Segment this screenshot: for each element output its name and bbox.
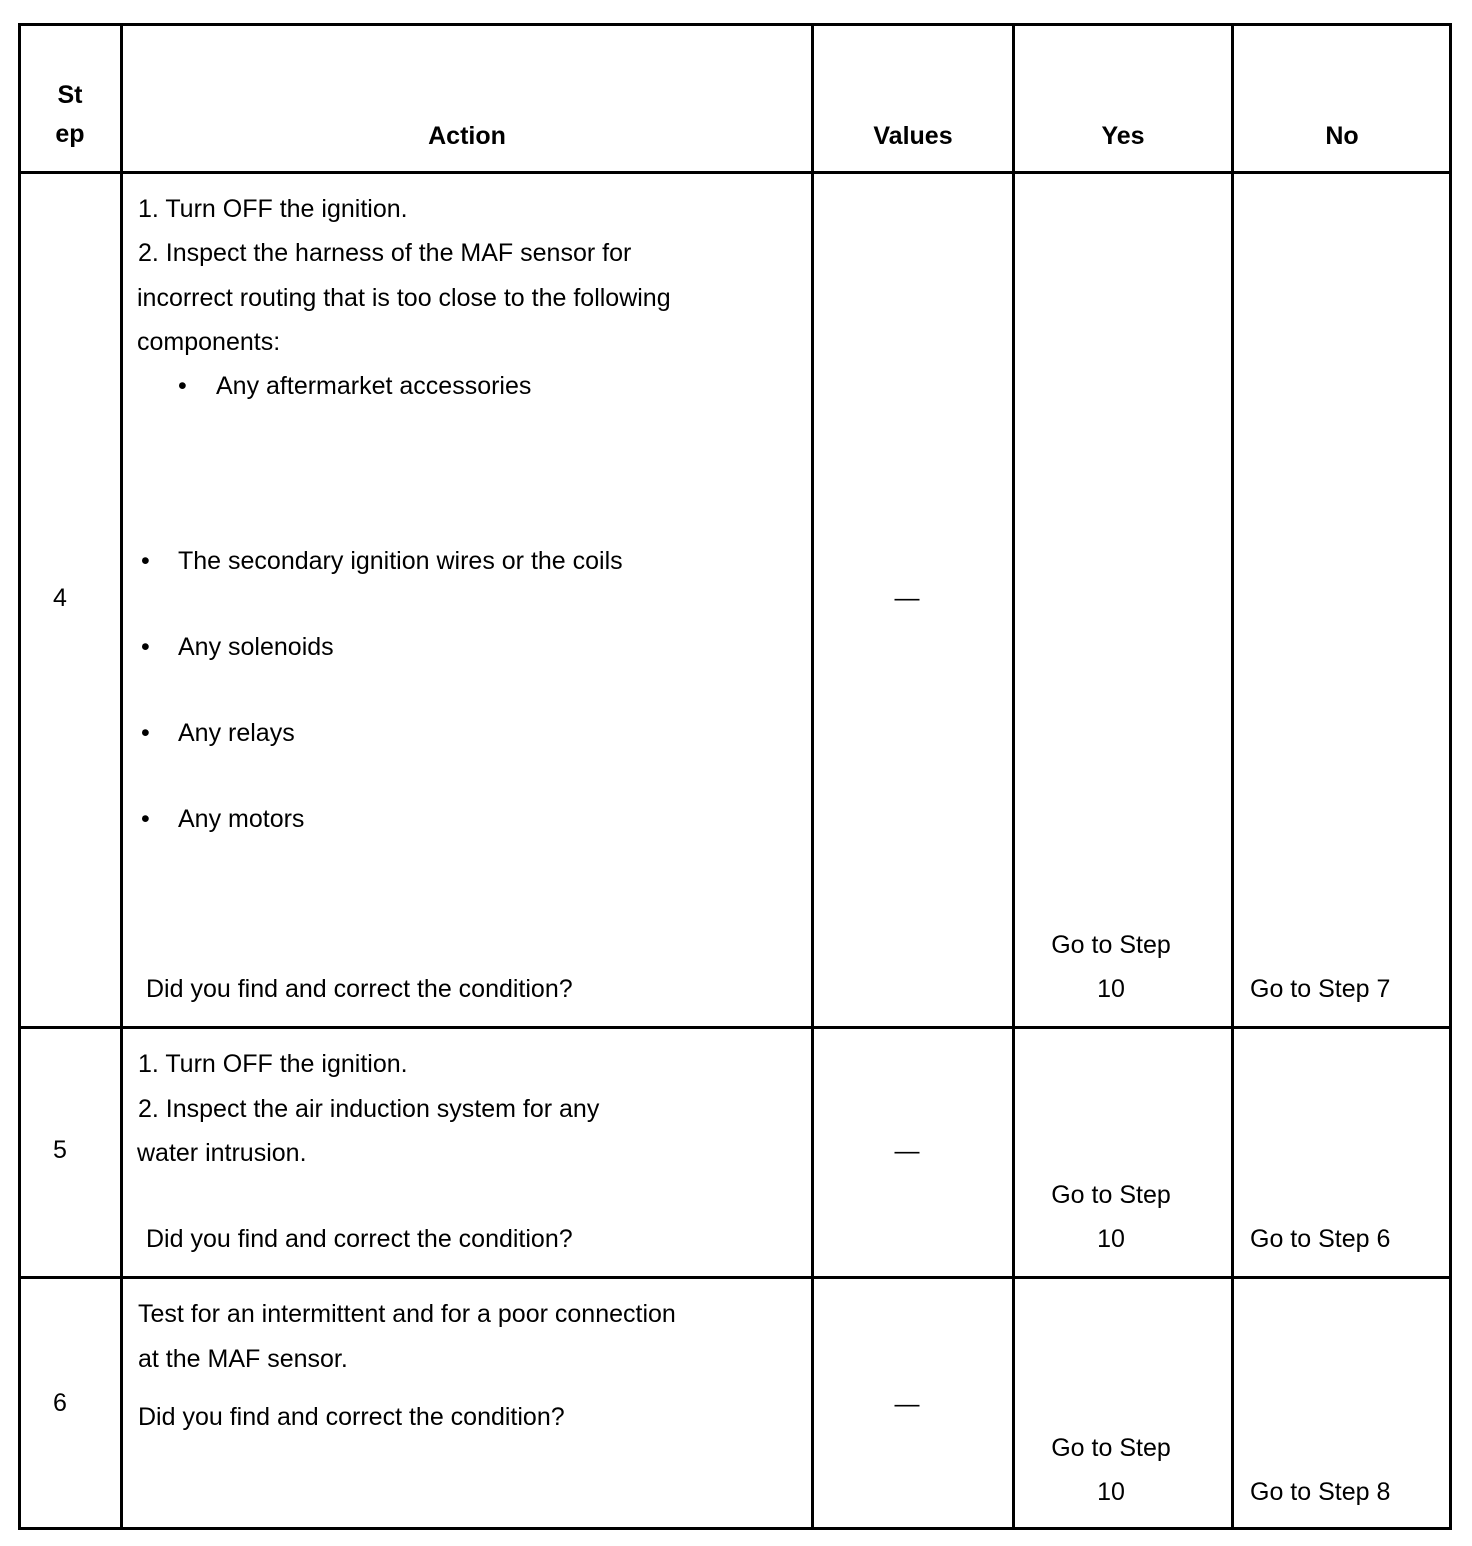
row-5-yes-line2: 10	[1097, 1225, 1125, 1253]
row-4-no: Go to Step 7	[1250, 975, 1391, 1003]
row-5-action-item2-line2: water intrusion.	[137, 1139, 307, 1167]
header-step-line2: ep	[55, 120, 85, 148]
row-6-step: 6	[53, 1389, 67, 1417]
row-4-action-item2-line1: 2. Inspect the harness of the MAF sensor for	[138, 239, 632, 267]
row-4-question: Did you find and correct the condition?	[146, 975, 573, 1003]
row-4-bullet-2: The secondary ignition wires or the coils	[178, 547, 623, 575]
row-6-yes-line2: 10	[1097, 1478, 1125, 1506]
row-4-action-item2-line3: components:	[137, 328, 281, 356]
column-divider	[1012, 26, 1015, 1527]
row-6-action-line1: Test for an intermittent and for a poor connection	[138, 1300, 676, 1328]
row-5-yes-line1: Go to Step	[1051, 1181, 1171, 1209]
row-5-values: —	[894, 1137, 920, 1165]
header-step-line1: St	[57, 81, 83, 109]
row-4-values: —	[894, 584, 920, 612]
column-divider	[1231, 26, 1234, 1527]
row-4-bullet-4: Any relays	[178, 719, 295, 747]
header-yes: Yes	[1101, 122, 1145, 150]
bullet-glyph: •	[141, 633, 150, 661]
row-6-values: —	[894, 1390, 920, 1418]
row-6-no: Go to Step 8	[1250, 1478, 1391, 1506]
row-6-question: Did you find and correct the condition?	[138, 1403, 565, 1431]
header-values: Values	[873, 122, 953, 150]
header-action: Action	[428, 122, 506, 150]
row-5-question: Did you find and correct the condition?	[146, 1225, 573, 1253]
row-5-no: Go to Step 6	[1250, 1225, 1391, 1253]
row-6-yes-line1: Go to Step	[1051, 1434, 1171, 1462]
column-divider	[811, 26, 814, 1527]
column-divider	[120, 26, 123, 1527]
row-5-step: 5	[53, 1136, 67, 1164]
row-4-action-item2-line2: incorrect routing that is too close to the following	[137, 284, 671, 312]
row-5-action-item1: 1. Turn OFF the ignition.	[138, 1050, 408, 1078]
row-4-bullet-5: Any motors	[178, 805, 305, 833]
row-divider	[21, 1026, 1449, 1029]
bullet-glyph: •	[178, 372, 187, 400]
row-4-yes-line1: Go to Step	[1051, 931, 1171, 959]
bullet-glyph: •	[141, 805, 150, 833]
row-4-step: 4	[53, 584, 67, 612]
bullet-glyph: •	[141, 547, 150, 575]
row-6-action-line2: at the MAF sensor.	[138, 1345, 348, 1373]
row-4-bullet-1: Any aftermarket accessories	[216, 372, 532, 400]
row-divider	[21, 171, 1449, 174]
header-step	[21, 76, 119, 154]
header-no: No	[1325, 122, 1359, 150]
row-4-action-item1: 1. Turn OFF the ignition.	[138, 195, 408, 223]
row-divider	[21, 1276, 1449, 1279]
bullet-glyph: •	[141, 719, 150, 747]
row-4-yes-line2: 10	[1097, 975, 1125, 1003]
row-5-action-item2-line1: 2. Inspect the air induction system for any	[138, 1095, 600, 1123]
row-4-bullet-3: Any solenoids	[178, 633, 334, 661]
